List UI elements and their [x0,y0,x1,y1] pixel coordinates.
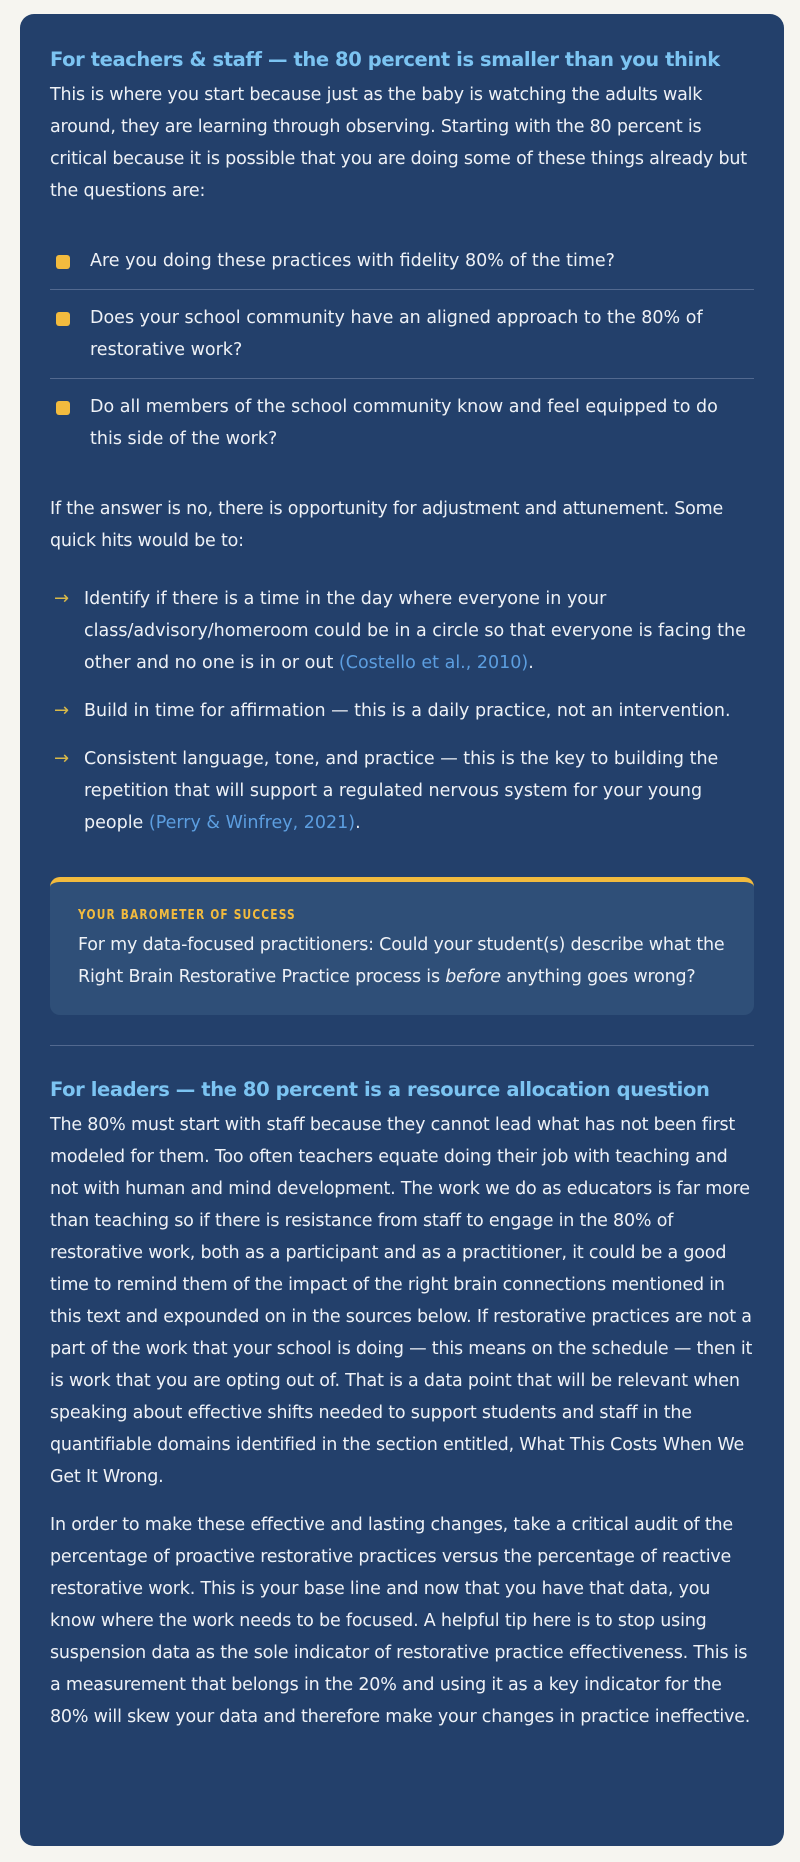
question-item [50,233,754,290]
quick-hit-item [50,583,754,679]
barometer-callout [50,877,754,1015]
quick-hit-text: Identify if there is a time in the day where everyone in your class/advisory/homeroom could be in a circle so that everyone is facing the other and no one is in or out [84,589,746,673]
callout-text [78,929,726,993]
arrow-right-icon: → [54,748,70,769]
callout-label: YOUR BAROMETER OF SUCCESS [78,908,296,923]
callout-emphasis: before [445,967,501,987]
callout-text-after: anything goes wrong? [500,967,696,987]
square-bullet-icon [56,401,70,415]
teachers-heading: For teachers & staff — the 80 percent is smaller than you think [50,48,720,71]
leaders-paragraph: In order to make these effective and lasting changes, take a critical audit of the percentage of proactive restorative practices versus the percentage of reactive restorative work. This is your base line and now that you have that data, you know where the work needs to be focused. A helpful tip here is to stop using suspension data as the sole indicator of restorative practice effectiveness. This is a measurement that belongs in the 20% and using it as a key indicator for the 80% will skew your data and therefore make your changes in practice ineffective. [50,1515,751,1727]
citation-link[interactable]: (Costello et al., 2010) [338,653,529,673]
square-bullet-icon [56,312,70,326]
quick-hit-text: Build in time for affirmation — this is a daily practice, not an intervention. [84,701,731,721]
question-item [50,379,754,467]
question-text: Does your school community have an aligned approach to the 80% of restorative work? [90,308,703,360]
quick-hit-item [50,743,754,839]
question-text: Do all members of the school community know and feel equipped to do this side of the work? [90,397,718,449]
callout-text-before: For my data-focused practitioners: Could your student(s) describe what the Right Brain Restorative Practice process is [78,935,725,987]
section-divider [50,1045,754,1046]
quick-hit-text: Consistent language, tone, and practice — this is the key to building the repetition that will support a regulated nervous system for your young people [84,749,719,833]
content-card [20,14,784,1846]
quick-hit-punctuation: . [355,813,361,833]
quick-hits-list [50,583,754,839]
square-bullet-icon [56,255,70,269]
arrow-right-icon: → [54,588,70,609]
citation-link[interactable]: (Perry & Winfrey, 2021) [148,813,356,833]
arrow-right-icon: → [54,700,70,721]
question-item [50,290,754,379]
leaders-paragraph: The 80% must start with staff because they cannot lead what has not been first modeled for them. Too often teachers equate doing their job with teaching and not with human and mind development. The work we do as educators is far more than teaching so if there is resistance from staff to engage in the 80% of restorative work, both as a participant and as a practitioner, it could be a good time to remind them of the impact of the right brain connections mentioned in this text and expounded on in the sources below. If restorative practices are not a part of the work that your school is doing — this means on the schedule — then it is work that you are opting out of. That is a data point that will be relevant when speaking about effective shifts needed to support students and staff in the quantifiable domains identified in the section entitled, What This Costs When We Get It Wrong. [50,1115,753,1487]
leaders-heading: For leaders — the 80 percent is a resource allocation question [50,1078,710,1101]
question-list [50,233,754,467]
quick-hit-item [50,695,754,727]
quick-hit-punctuation: . [528,653,534,673]
question-text: Are you doing these practices with fidelity 80% of the time? [90,251,615,271]
teachers-intro: This is where you start because just as the baby is watching the adults walk around, they are learning through observing. Starting with the 80 percent is critical because it is possible that you are doing some of these things already but the questions are: [50,85,747,201]
answer-paragraph: If the answer is no, there is opportunity for adjustment and attunement. Some quick hits would be to: [50,499,724,551]
